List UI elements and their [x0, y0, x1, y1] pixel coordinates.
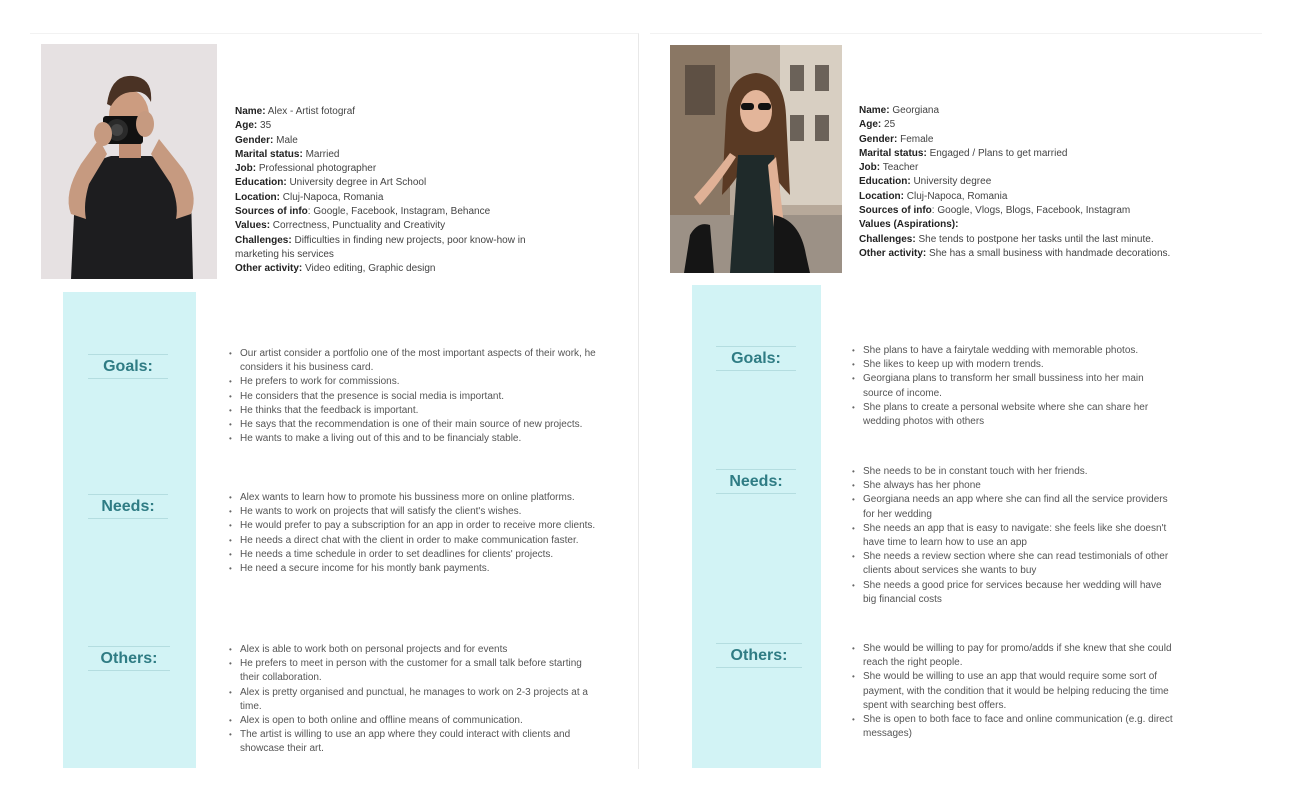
needs-heading: Needs:: [88, 494, 168, 519]
list-item: • She likes to keep up with modern trends.: [852, 358, 1172, 372]
info-challenges: Challenges: Difficulties in finding new projects, poor know-how in marketing his services: [235, 234, 526, 260]
info-gender: Gender: Male: [235, 134, 298, 146]
list-item: • The artist is willing to use an app where they could interact with clients and showcase their art.: [229, 728, 601, 756]
persona-info-alex: [235, 105, 545, 277]
info-education: Education: University degree: [859, 176, 992, 188]
list-item: • She plans to have a fairytale wedding with memorable photos.: [852, 344, 1172, 358]
info-job: Job: Professional photographer: [235, 163, 377, 175]
list-item: • Alex is able to work both on personal projects and for events: [229, 643, 601, 657]
list-item: • Alex is pretty organised and punctual, he manages to work on 2-3 projects at a time.: [229, 686, 601, 714]
goals-heading: Goals:: [716, 346, 796, 371]
others-list-georgiana: [852, 642, 1174, 741]
info-age: Age: 25: [859, 119, 896, 131]
list-item: • Georgiana plans to transform her small bussiness into her main source of income.: [852, 372, 1172, 400]
info-location: Location: Cluj-Napoca, Romania: [859, 190, 1008, 202]
list-item: • He needs a direct chat with the client in order to make communication faster.: [229, 534, 611, 548]
info-age: Age: 35: [235, 120, 272, 132]
goals-list-alex: [229, 347, 611, 446]
list-item: • She always has her phone: [852, 479, 1174, 493]
list-item: • He wants to make a living out of this and to be financialy stable.: [229, 432, 611, 446]
list-item: • Alex is open to both online and offline means of communication.: [229, 714, 601, 728]
persona-info-georgiana: [859, 104, 1189, 261]
list-item: • She needs to be in constant touch with her friends.: [852, 465, 1174, 479]
info-job: Job: Teacher: [859, 162, 919, 174]
info-marital: Marital status: Married: [235, 148, 340, 160]
info-challenges: Challenges: She tends to postpone her tasks until the last minute.: [859, 233, 1154, 245]
info-name: Name: Georgiana: [859, 105, 940, 116]
needs-list-georgiana: [852, 465, 1174, 607]
needs-list-alex: [229, 491, 611, 576]
list-item: • He thinks that the feedback is important.: [229, 404, 611, 418]
needs-heading: Needs:: [716, 469, 796, 494]
list-item: • She would be willing to pay for promo/adds if she knew that she could reach the right people.: [852, 642, 1174, 670]
info-values: Values: Correctness, Punctuality and Creativity: [235, 220, 446, 232]
list-item: • He prefers to meet in person with the customer for a small talk before starting their collaboration.: [229, 657, 601, 685]
list-item: • Our artist consider a portfolio one of the most important aspects of their work, he considers it his business card.: [229, 347, 611, 375]
list-item: • She plans to create a personal website where she can share her wedding photos with others: [852, 401, 1172, 429]
info-other: Other activity: Video editing, Graphic design: [235, 263, 436, 275]
list-item: • She would be willing to use an app that would require some sort of payment, with the condition that it would be helping reducing the time spent with searching best offers.: [852, 670, 1174, 713]
list-item: • He considers that the presence is social media is important.: [229, 390, 611, 404]
list-item: • Alex wants to learn how to promote his bussiness more on online platforms.: [229, 491, 611, 505]
list-item: • Georgiana needs an app where she can find all the service providers for her wedding: [852, 493, 1174, 521]
list-item: • He would prefer to pay a subscription for an app in order to receive more clients.: [229, 519, 611, 533]
list-item: • She needs an app that is easy to navigate: she feels like she doesn't have time to learn how to use an app: [852, 522, 1174, 550]
info-marital: Marital status: Engaged / Plans to get married: [859, 147, 1068, 159]
list-item: • He needs a time schedule in order to set deadlines for clients' projects.: [229, 548, 611, 562]
list-item: • She is open to both face to face and online communication (e.g. direct messages): [852, 713, 1174, 741]
info-education: Education: University degree in Art School: [235, 177, 427, 189]
list-item: • He prefers to work for commissions.: [229, 375, 611, 389]
info-sources: Sources of info: Google, Facebook, Instagram, Behance: [235, 206, 491, 218]
list-item: • He says that the recommendation is one of their main source of new projects.: [229, 418, 611, 432]
info-name: Name: Alex - Artist fotograf: [235, 106, 356, 117]
list-item: • She needs a review section where she can read testimonials of other clients about services she wants to buy: [852, 550, 1174, 578]
info-gender: Gender: Female: [859, 133, 934, 145]
info-values: Values (Aspirations):: [859, 219, 959, 231]
goals-list-georgiana: [852, 344, 1172, 429]
list-item: • He wants to work on projects that will satisfy the client's wishes.: [229, 505, 611, 519]
list-item: • She needs a good price for services because her wedding will have big financial costs: [852, 579, 1174, 607]
persona-photo-alex: [41, 44, 217, 279]
goals-heading: Goals:: [88, 354, 168, 379]
others-heading: Others:: [716, 643, 802, 668]
list-item: • He need a secure income for his montly bank payments.: [229, 562, 611, 576]
persona-photo-georgiana: [670, 45, 842, 273]
info-location: Location: Cluj-Napoca, Romania: [235, 191, 384, 203]
info-other: Other activity: She has a small business with handmade decorations.: [859, 247, 1171, 259]
others-list-alex: [229, 643, 601, 757]
others-heading: Others:: [88, 646, 170, 671]
info-sources: Sources of info: Google, Vlogs, Blogs, Facebook, Instagram: [859, 205, 1131, 217]
